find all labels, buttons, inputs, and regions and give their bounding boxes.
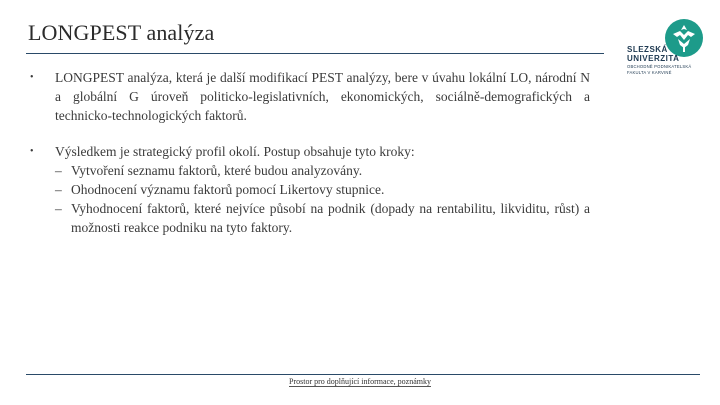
footer-divider: [26, 374, 700, 375]
logo-faculty-line2: FAKULTA V KARVINÉ: [627, 70, 672, 76]
bullet-item: [30, 142, 590, 237]
title-divider: [26, 53, 604, 54]
footer-note: [0, 377, 720, 387]
bullet-marker: •: [30, 72, 34, 83]
bullet-lead-term: LONGPEST analýza: [55, 70, 169, 85]
sub-marker: –: [55, 201, 62, 216]
university-logo-text: [627, 45, 707, 75]
sub-item: [55, 161, 590, 180]
sub-marker: –: [55, 163, 62, 178]
university-logo: [624, 18, 704, 88]
slide-title: LONGPEST analýza: [28, 20, 215, 45]
logo-name-line2: UNIVERZITA: [627, 54, 680, 63]
bullet-text: [55, 68, 590, 125]
bullet-text: [55, 142, 590, 237]
sub-item: [55, 199, 590, 237]
bullet-marker: •: [30, 146, 34, 157]
footer-note-text: Prostor pro doplňující informace, poznámky: [289, 377, 431, 386]
sub-item-text: Ohodnocení významu faktorů pomocí Likertovy stupnice.: [71, 182, 385, 197]
logo-name-line1: SLEZSKÁ: [627, 45, 668, 54]
sub-item-text: Vytvoření seznamu faktorů, které budou analyzovány.: [71, 163, 363, 178]
bullet-item: [30, 68, 590, 125]
logo-faculty-line1: OBCHODNĚ PODNIKATELSKÁ: [627, 64, 692, 69]
bullet-body: , která je další modifikací PEST analýzy, bere v úvahu lokální LO, národní N a globální G úroveň politicko-legislativních, ekonomických, sociálně-demografických a technicko-technologických faktorů.: [55, 70, 590, 123]
sub-marker: –: [55, 182, 62, 197]
sub-item-text: Vyhodnocení faktorů, které nejvíce působí na podnik (dopady na rentabilitu, likviditu, růst) a možnosti reakce podniku na tyto faktory.: [71, 201, 590, 235]
bullet-body: Výsledkem je strategický profil okolí. Postup obsahuje tyto kroky:: [55, 144, 415, 159]
sub-item: [55, 180, 590, 199]
slide-content: [30, 68, 590, 237]
